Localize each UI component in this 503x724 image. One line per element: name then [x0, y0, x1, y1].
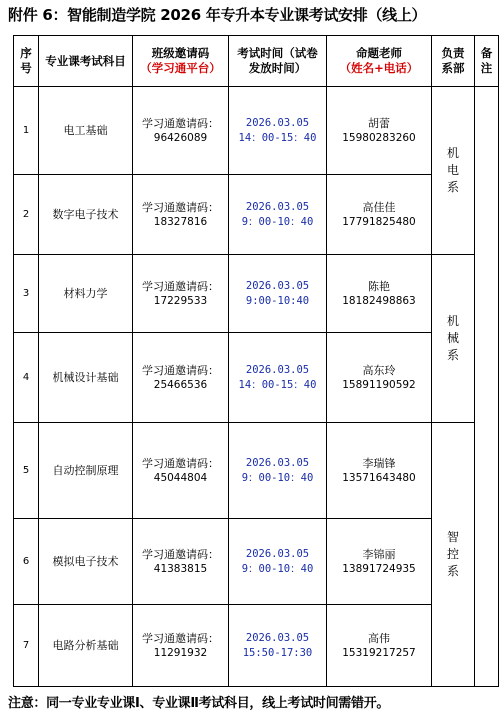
row-teacher: 李锦丽 13891724935	[327, 519, 432, 605]
document-title: 附件 6：智能制造学院 2026 年专升本专业课考试安排（线上）	[8, 6, 427, 24]
row-time: 2026.03.05 9：00-10：40	[229, 175, 327, 255]
row-time: 2026.03.05 14：00-15：40	[229, 333, 327, 423]
row-teacher: 李瑞锋 13571643480	[327, 423, 432, 519]
row-time: 2026.03.05 15:50-17:30	[229, 605, 327, 687]
row-index: 5	[14, 423, 39, 519]
row-teacher: 陈艳 18182498863	[327, 255, 432, 333]
row-index: 2	[14, 175, 39, 255]
header-remark: 备 注	[475, 36, 499, 87]
table-row	[14, 333, 499, 423]
header-invite-platform: （学习通平台）	[140, 61, 221, 75]
row-subject: 电工基础	[39, 87, 133, 175]
row-invite: 学习通邀请码： 17229533	[133, 255, 229, 333]
header-teacher: 命题老师 （姓名+电话）	[327, 36, 432, 87]
row-subject: 自动控制原理	[39, 423, 133, 519]
row-invite: 学习通邀请码： 96426089	[133, 87, 229, 175]
row-time: 2026.03.05 9:00-10:40	[229, 255, 327, 333]
header-index: 序 号	[14, 36, 39, 87]
remark-cell	[475, 87, 499, 687]
table-row	[14, 175, 499, 255]
row-subject: 模拟电子技术	[39, 519, 133, 605]
row-teacher: 高伟 15319217257	[327, 605, 432, 687]
table-row	[14, 423, 499, 519]
header-teacher-sub: （姓名+电话）	[339, 61, 419, 75]
exam-schedule-table	[13, 35, 499, 687]
header-time: 考试时间（试卷 发放时间）	[229, 36, 327, 87]
row-subject: 材料力学	[39, 255, 133, 333]
table-row	[14, 605, 499, 687]
footnote: 注意：同一专业专业课Ⅰ、专业课Ⅱ考试科目，线上考试时间需错开。	[8, 696, 390, 711]
row-teacher: 高佳佳 17791825480	[327, 175, 432, 255]
row-time: 2026.03.05 14：00-15：40	[229, 87, 327, 175]
row-time: 2026.03.05 9：00-10：40	[229, 423, 327, 519]
row-index: 3	[14, 255, 39, 333]
dept-cell: 机 电 系	[432, 87, 475, 255]
row-invite: 学习通邀请码： 25466536	[133, 333, 229, 423]
row-invite: 学习通邀请码： 11291932	[133, 605, 229, 687]
dept-cell: 机 械 系	[432, 255, 475, 423]
row-subject: 电路分析基础	[39, 605, 133, 687]
row-subject: 数字电子技术	[39, 175, 133, 255]
row-index: 6	[14, 519, 39, 605]
row-index: 7	[14, 605, 39, 687]
row-subject: 机械设计基础	[39, 333, 133, 423]
row-teacher: 胡蕾 15980283260	[327, 87, 432, 175]
row-invite: 学习通邀请码： 41383815	[133, 519, 229, 605]
row-invite: 学习通邀请码： 45044804	[133, 423, 229, 519]
row-index: 4	[14, 333, 39, 423]
row-time: 2026.03.05 9：00-10：40	[229, 519, 327, 605]
header-invite: 班级邀请码 （学习通平台）	[133, 36, 229, 87]
row-teacher: 高东玲 15891190592	[327, 333, 432, 423]
header-row	[14, 36, 499, 87]
row-invite: 学习通邀请码： 18327816	[133, 175, 229, 255]
table-row	[14, 87, 499, 175]
dept-cell: 智 控 系	[432, 423, 475, 687]
header-subject: 专业课考试科目	[39, 36, 133, 87]
header-dept: 负责 系部	[432, 36, 475, 87]
table-row	[14, 519, 499, 605]
row-index: 1	[14, 87, 39, 175]
table-row	[14, 255, 499, 333]
